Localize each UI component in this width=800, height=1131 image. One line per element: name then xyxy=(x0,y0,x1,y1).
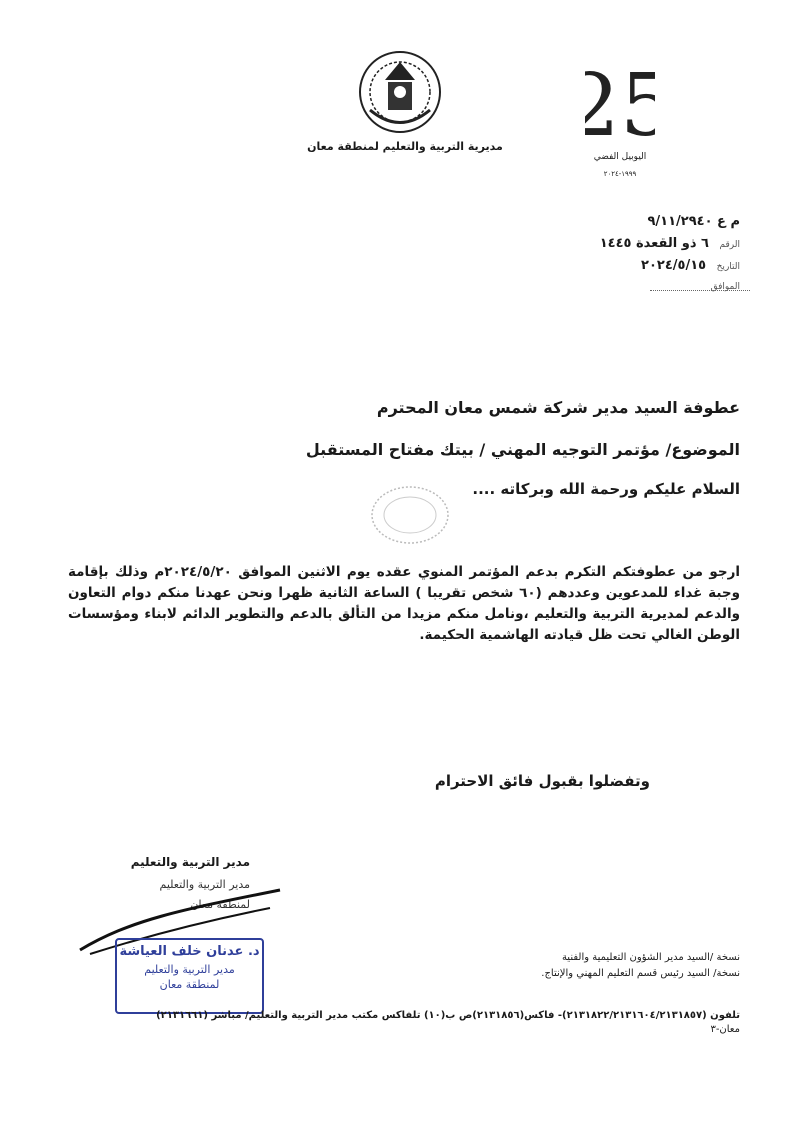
footer-city: معان-٣ xyxy=(710,1024,740,1035)
stamp2-title: مدير التربية والتعليم xyxy=(144,963,235,976)
jubilee-number: 25 xyxy=(585,56,655,155)
ministry-name: مديرية التربية والتعليم لمنطقة معان xyxy=(307,140,503,153)
date-greg: ٢٠٢٤/٥/١٥ xyxy=(641,258,707,273)
jubilee-label: اليوبيل الفضي xyxy=(593,152,647,162)
date-greg-row xyxy=(560,258,740,273)
date-hijri: ٦ ذو القعدة ١٤٤٥ xyxy=(599,236,709,251)
copy-line-1: نسخة /السيد مدير الشؤون التعليمية والفنية xyxy=(561,952,740,963)
jubilee-years: ١٩٩٩-٢٠٢٤ xyxy=(603,170,637,178)
ref-number-row xyxy=(560,214,740,229)
addressee: عطوفة السيد مدير شركة شمس معان المحترم xyxy=(376,398,740,417)
date-hijri-row xyxy=(560,236,740,251)
stamp2-name: د. عدنان خلف العياشة xyxy=(119,944,260,959)
footer-contact: تلفون (٢١٣١٨٢٢/٢١٣١٦٠٤/٢١٣١٨٥٧)- فاكس(٢١٣١٨٥٦)ص ب(١٠) تلفاكس مكتب مدير التربية والتعليم/ مباشر (٢١٣١٦٦١) xyxy=(156,1010,740,1021)
stamp2-region: لمنطقة معان xyxy=(159,978,220,991)
date-label: التاريخ xyxy=(716,262,740,272)
copy-line-2: نسخة/ السيد رئيس قسم التعليم المهني والإنتاج. xyxy=(541,968,740,979)
stamp1-line3: لمنطقة معان xyxy=(190,898,250,911)
official-stamp xyxy=(115,938,264,1014)
ref-value: م ع ٩/١١/٢٩٤٠ xyxy=(647,214,740,229)
ref-label: الرقم xyxy=(719,240,740,250)
greeting: السلام عليكم ورحمة الله وبركاته .... xyxy=(472,480,740,498)
subject-line: الموضوع/ مؤتمر التوجيه المهني / بيتك مفتاح المستقبل xyxy=(305,440,740,459)
stamp1-line1: مدير التربية والتعليم xyxy=(130,855,250,869)
closing: وتفضلوا بقبول فائق الاحترام xyxy=(434,772,650,790)
letter-body: ارجو من عطوفتكم التكرم بدعم المؤتمر المنوي عقده يوم الاثنين الموافق ٢٠٢٤/٥/٢٠م وذلك بإقامة وجبة غداء للمدعوين وعددهم (٦٠ شخص تقريبا ) الساعة الثانية ظهرا ونحن عهدنا منكم دوام التعاون والدعم لمديرية التربية والتعليم ،ونامل منكم مزيدا من التألق بالدعم والتطوير الدائم لابناء ومؤسسات الوطن الغالي تحت ظل قيادته الهاشمية الحكيمة. xyxy=(68,564,740,643)
attach-divider xyxy=(650,290,750,291)
stamp1-line2: مدير التربية والتعليم xyxy=(159,878,250,891)
signature-block xyxy=(70,840,290,1020)
coat-of-arms-emblem xyxy=(340,40,460,150)
attach-label: الموافق xyxy=(710,282,740,292)
faint-seal-icon xyxy=(365,480,455,550)
